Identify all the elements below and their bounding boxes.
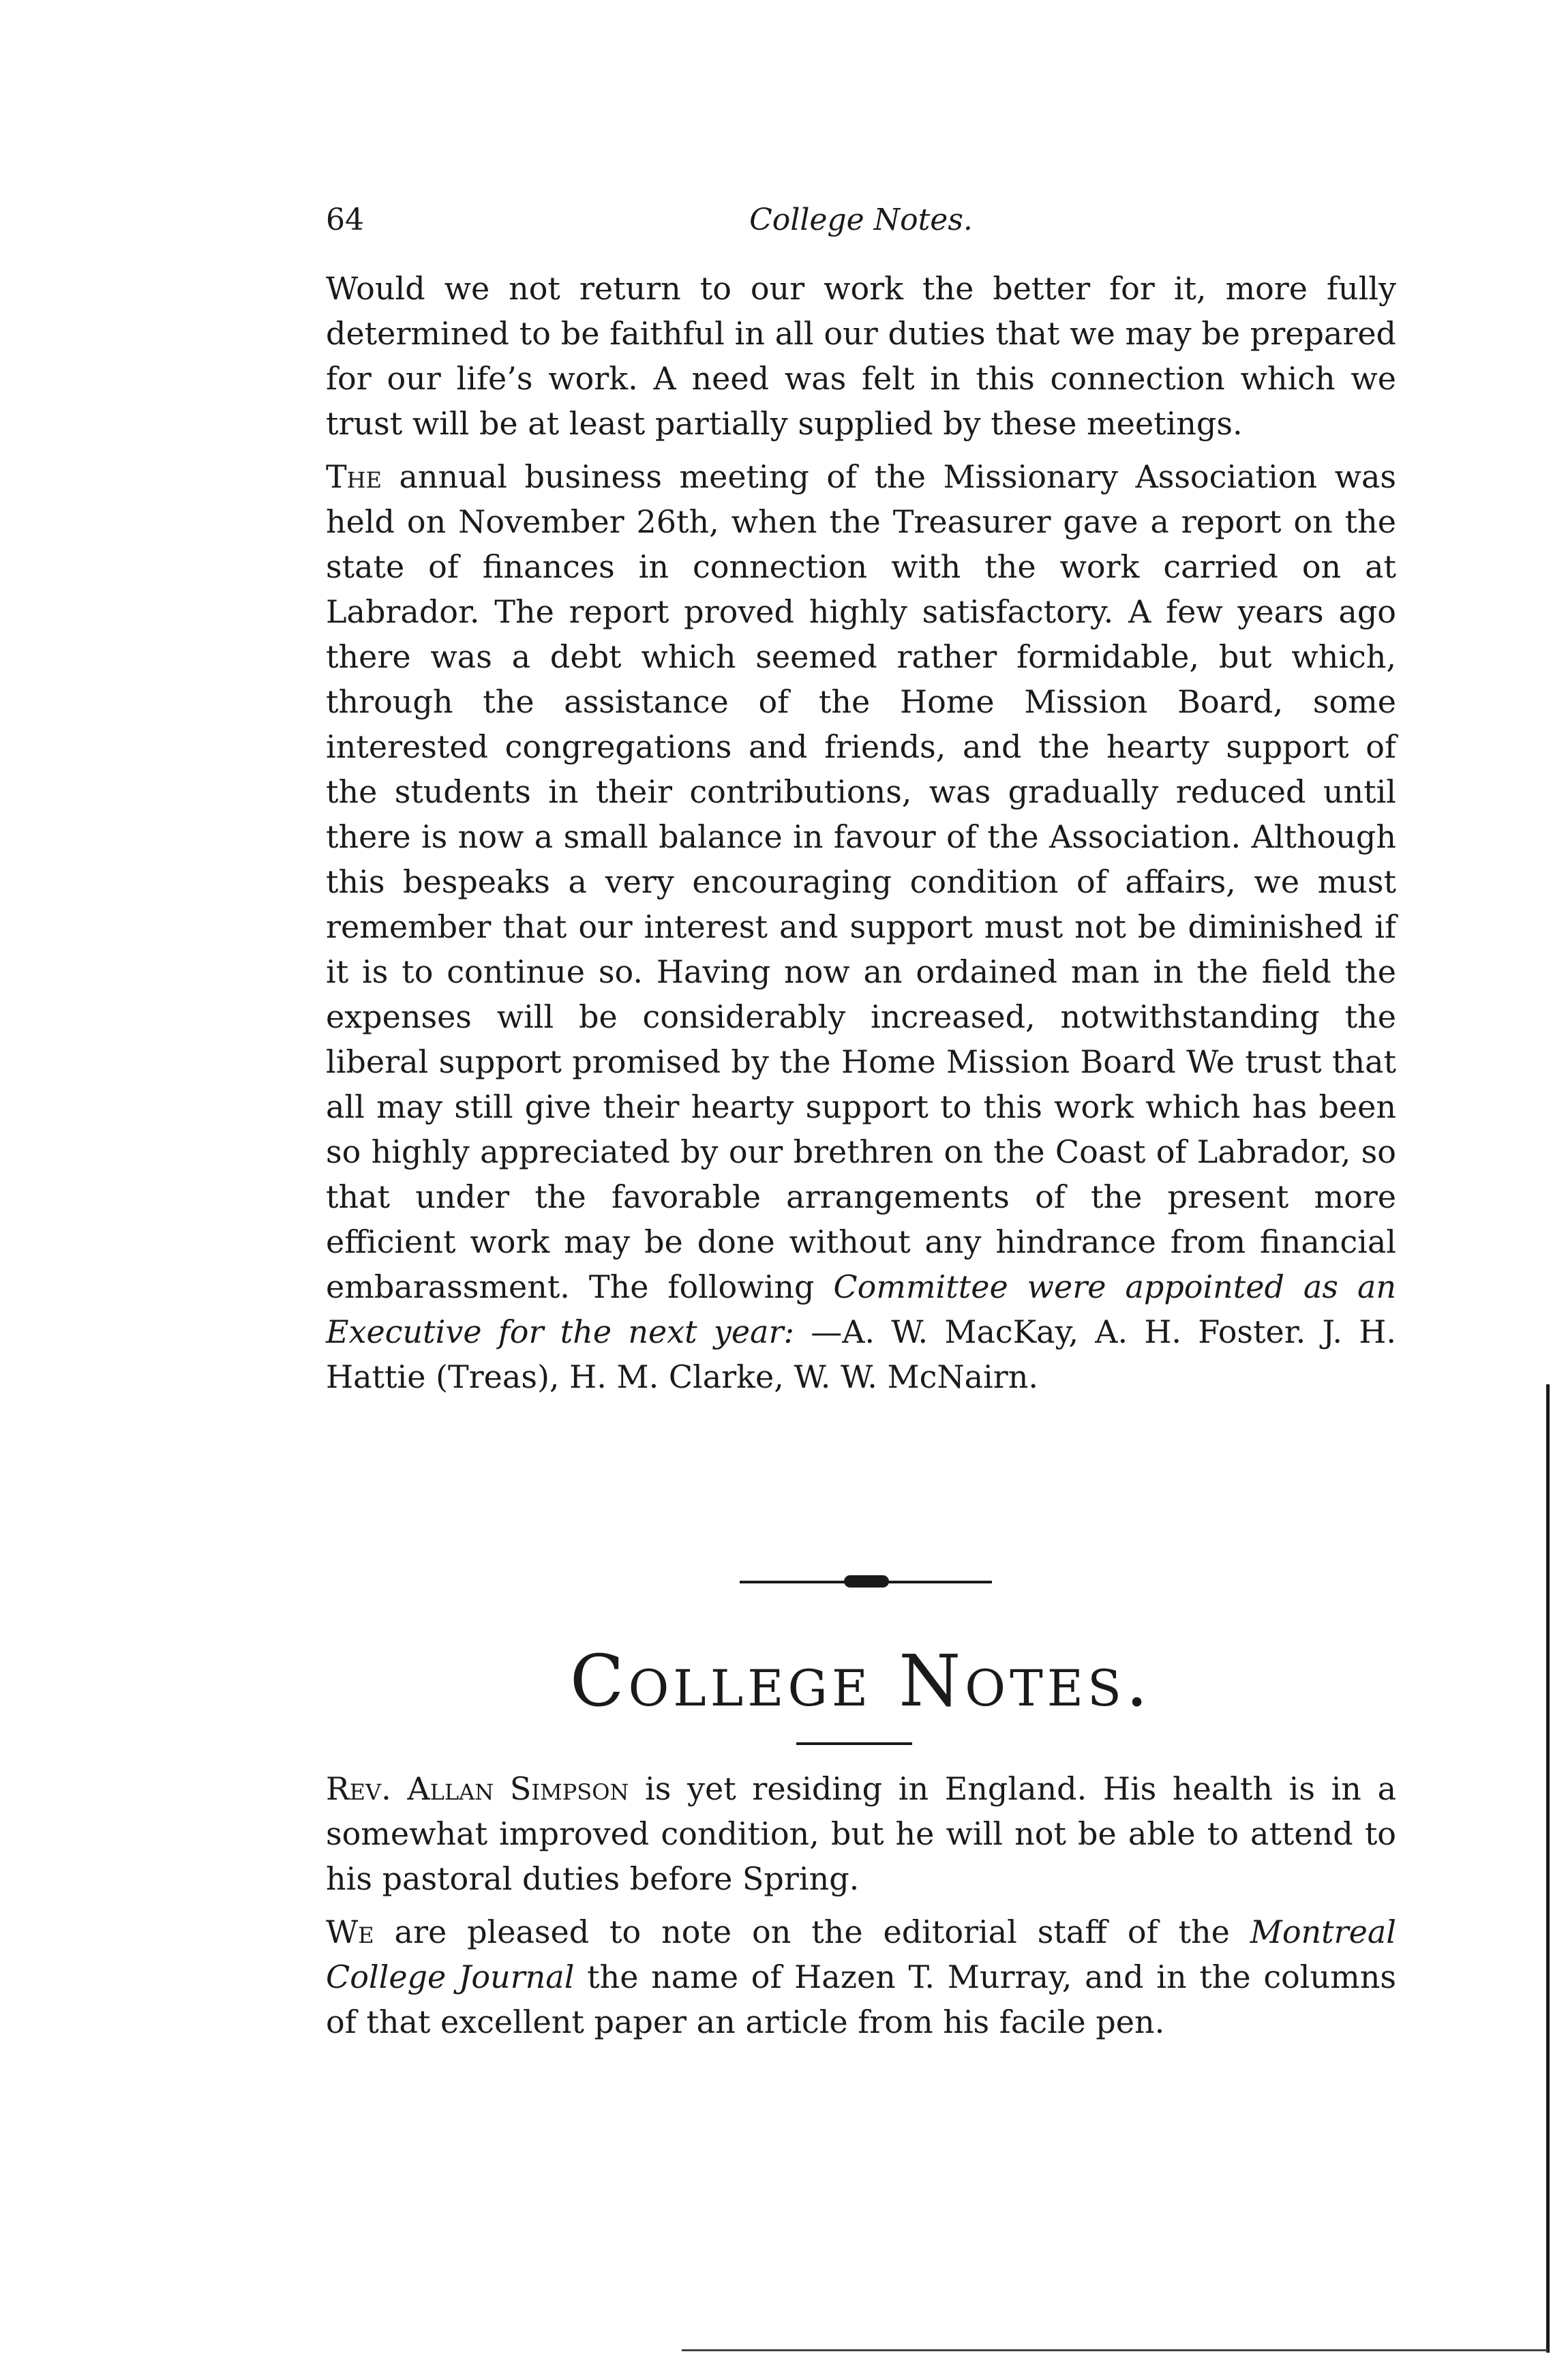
paragraph-continuation bbox=[326, 266, 1396, 446]
running-head: College Notes. bbox=[749, 203, 973, 237]
page-number: 64 bbox=[326, 203, 364, 237]
page-bottom-edge bbox=[682, 2349, 1548, 2351]
paragraph-text: Would we not return to our work the better for it, more fully determined to be faithful in all our duties that we may be prepared for our life’s work. A need was felt in this connection which we trust will be at least partially supplied by these meetings. bbox=[326, 270, 1396, 442]
missionary-section bbox=[326, 266, 1396, 1407]
note-text: is yet residing in England. His health is in a somewhat improved condition, but he will not be able to attend to his pastoral duties before Spring. bbox=[326, 1770, 1396, 1897]
page-header bbox=[326, 196, 1396, 244]
note-lead-word: We bbox=[326, 1913, 374, 1950]
note-text: are pleased to note on the editorial staff of the bbox=[374, 1913, 1250, 1950]
paragraph-italic-text: Committee were appointed as an Executive for the next year: bbox=[326, 1268, 1397, 1350]
paragraph-missionary-association bbox=[326, 454, 1396, 1399]
note-lead-name: Rev. Allan Simpson bbox=[326, 1770, 629, 1807]
note-simpson bbox=[326, 1766, 1396, 1901]
college-notes-section bbox=[326, 1766, 1396, 2053]
title-underline bbox=[796, 1742, 912, 1745]
paragraph-lead-word: The bbox=[326, 458, 382, 495]
note-text: the name of Hazen T. Murray, and in the columns of that excellent paper an article from his facile pen. bbox=[326, 1958, 1396, 2040]
section-title: College Notes. bbox=[569, 1639, 1153, 1723]
paragraph-text: annual business meeting of the Missionary Association was held on November 26th, when the Treasurer gave a report on the state of finances in connection with the work carried on at Labrador. The report proved highly satisfactory. A few years ago there was a debt which seemed rather formidable, but which, through the assistance of the Home Mission Board, some interested congregations and friends, and the hearty support of the students in their contributions, was gradually reduced until there is now a small balance in favour of the Association. Although this bespeaks a very encouraging condition of affairs, we must remember that our interest and support must not be diminished if it is to continue so. Having now an ordained man in the field the expenses will be considerably increased, notwithstanding the liberal support promised by the Home Mission Board We trust that all may still give their hearty support to this work which has been so highly appreciated by our brethren on the Coast of Labrador, so that under the favorable arrangements of the present more efficient work may be done without any hindrance from financial embarassment. The following bbox=[326, 458, 1396, 1305]
journal-title: Montreal College Journal bbox=[326, 1913, 1396, 1995]
committee-names: —A. W. MacKay, A. H. Foster. J. H. Hattie (Treas), H. M. Clarke, W. W. McNairn. bbox=[326, 1313, 1396, 1395]
note-murray bbox=[326, 1909, 1396, 2044]
page-edge-line bbox=[1546, 1384, 1550, 2353]
ornament-divider-center bbox=[844, 1575, 889, 1588]
